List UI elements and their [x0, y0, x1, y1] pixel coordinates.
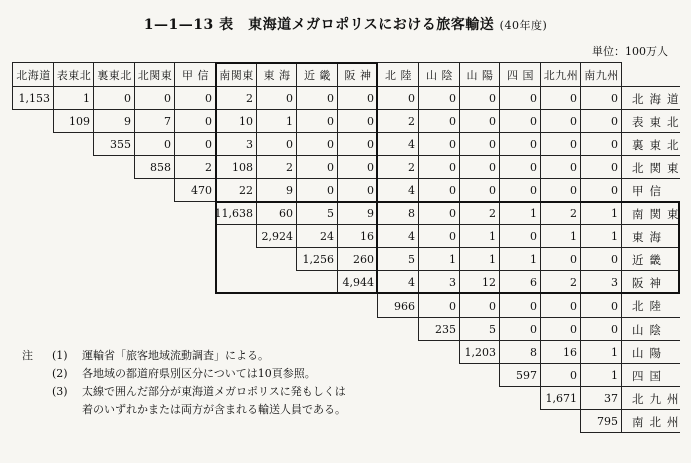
table-cell: 0	[296, 86, 338, 110]
column-header: 山 陽	[459, 62, 500, 87]
table-cell: 0	[337, 109, 378, 133]
table-cell: 12	[459, 270, 500, 294]
table-cell: 0	[499, 293, 541, 318]
table-cell: 1,153	[12, 86, 54, 110]
table-cell: 0	[540, 293, 581, 318]
table-cell: 1	[418, 247, 460, 271]
table-cell: 0	[540, 363, 581, 387]
title-year: (40年度)	[499, 19, 548, 32]
table-cell: 0	[418, 86, 460, 110]
table-cell: 0	[418, 178, 460, 202]
table-cell: 0	[499, 224, 541, 248]
table-cell: 0	[174, 109, 216, 133]
table-cell: 0	[499, 178, 541, 202]
row-label: 近畿	[621, 247, 680, 271]
table-cell: 0	[296, 155, 338, 179]
note-text: 運輸省「旅客地域流動調査」による。	[82, 349, 269, 362]
table-cell: 235	[418, 317, 460, 341]
table-cell: 0	[93, 86, 135, 110]
table-cell: 0	[580, 317, 622, 341]
table-cell: 0	[418, 109, 460, 133]
table-cell: 1	[580, 224, 622, 248]
table-cell: 6	[499, 270, 541, 294]
note-number: (3)	[52, 385, 68, 398]
table-cell: 0	[459, 86, 500, 110]
column-header: 北関東	[134, 62, 175, 87]
table-cell: 1	[53, 86, 94, 110]
table-cell: 0	[499, 155, 541, 179]
table-cell: 795	[580, 409, 622, 433]
note-1	[22, 347, 352, 365]
column-header: 裏東北	[93, 62, 135, 87]
table-cell: 1	[540, 224, 581, 248]
row-label: 東海	[621, 224, 680, 248]
table-cell: 0	[459, 155, 500, 179]
table-cell: 0	[459, 178, 500, 202]
table-cell: 470	[174, 178, 216, 202]
title-main: 1—1—13 表 東海道メガロポリスにおける旅客輸送	[143, 17, 495, 33]
table-cell: 16	[540, 340, 581, 364]
row-label: 北関東	[621, 155, 680, 179]
table-cell: 0	[580, 155, 622, 179]
table-cell: 966	[377, 293, 419, 318]
table-cell: 0	[418, 201, 460, 225]
table-cell: 22	[215, 178, 257, 202]
table-cell: 0	[459, 132, 500, 156]
column-header: 甲 信	[174, 62, 216, 87]
column-header: 四 国	[499, 62, 541, 87]
table-cell: 108	[215, 155, 257, 179]
table-cell: 0	[418, 155, 460, 179]
row-label: 北九州	[621, 386, 680, 410]
table-cell: 2	[174, 155, 216, 179]
table-cell: 1,203	[459, 340, 500, 364]
table-cell: 37	[580, 386, 622, 410]
table-cell: 0	[174, 86, 216, 110]
note-text: 各地域の都道府県別区分については10頁参照。	[82, 367, 316, 380]
table-cell: 597	[499, 363, 541, 387]
note-number: (2)	[52, 367, 68, 380]
table-cell: 0	[499, 86, 541, 110]
table-cell: 1	[459, 247, 500, 271]
table-cell: 0	[256, 132, 297, 156]
table-cell: 0	[337, 132, 378, 156]
table-cell: 1,256	[296, 247, 338, 271]
table-cell: 0	[174, 132, 216, 156]
notes	[22, 347, 352, 419]
table-cell: 5	[296, 201, 338, 225]
row-label: 四国	[621, 363, 680, 387]
table-cell: 5	[377, 247, 419, 271]
table-cell: 2	[377, 109, 419, 133]
table-cell: 0	[418, 293, 460, 318]
table-cell: 2	[540, 270, 581, 294]
table-cell: 0	[580, 293, 622, 318]
note-text: 太線で囲んだ部分が東海道メガロポリスに発もしくは着のいずれかまたは両方が含まれる輸送人員である。	[82, 385, 346, 416]
row-label: 北海道	[621, 86, 680, 110]
table-cell: 858	[134, 155, 175, 179]
column-header: 南九州	[580, 62, 622, 87]
table-cell: 0	[418, 224, 460, 248]
table-cell: 0	[580, 109, 622, 133]
table-cell: 0	[459, 293, 500, 318]
row-label: 山陽	[621, 340, 680, 364]
table-cell: 60	[256, 201, 297, 225]
table-cell: 5	[459, 317, 500, 341]
table-cell: 0	[540, 132, 581, 156]
table-cell: 11,638	[215, 201, 257, 225]
table-cell: 0	[377, 86, 419, 110]
table-cell: 260	[337, 247, 378, 271]
table-cell: 1	[580, 363, 622, 387]
table-cell: 1	[580, 340, 622, 364]
table-cell: 0	[134, 86, 175, 110]
table-cell: 2	[215, 86, 257, 110]
table-cell: 4	[377, 270, 419, 294]
table-cell: 7	[134, 109, 175, 133]
table-cell: 1	[459, 224, 500, 248]
table-cell: 1	[499, 247, 541, 271]
table-cell: 2	[377, 155, 419, 179]
table-cell: 9	[337, 201, 378, 225]
row-label: 裏東北	[621, 132, 680, 156]
table-cell: 24	[296, 224, 338, 248]
table-cell: 8	[377, 201, 419, 225]
table-cell: 16	[337, 224, 378, 248]
table-cell: 4	[377, 132, 419, 156]
table-cell: 0	[499, 132, 541, 156]
table-cell: 2,924	[256, 224, 297, 248]
table-cell: 9	[256, 178, 297, 202]
note-2	[22, 365, 352, 383]
table-cell: 0	[580, 178, 622, 202]
row-label: 阪神	[621, 270, 680, 294]
table-cell: 3	[215, 132, 257, 156]
table-cell: 0	[337, 178, 378, 202]
table-cell: 0	[337, 86, 378, 110]
table-cell: 0	[499, 109, 541, 133]
table-cell: 2	[459, 201, 500, 225]
table-cell: 1	[499, 201, 541, 225]
table-cell: 1	[256, 109, 297, 133]
unit-label: 単位：100万人	[592, 45, 668, 58]
table-cell: 10	[215, 109, 257, 133]
note-number: (1)	[52, 349, 68, 362]
table-cell: 3	[580, 270, 622, 294]
table-cell: 4	[377, 178, 419, 202]
table-cell: 0	[580, 132, 622, 156]
table-cell: 0	[580, 247, 622, 271]
row-label: 甲信	[621, 178, 680, 202]
row-label: 北陸	[621, 293, 680, 318]
table-cell: 0	[256, 86, 297, 110]
column-header: 阪 神	[337, 62, 378, 87]
table-cell: 4,944	[337, 270, 378, 294]
column-header: 山 陰	[418, 62, 460, 87]
table-cell: 2	[256, 155, 297, 179]
table-cell: 9	[93, 109, 135, 133]
table-cell: 1,671	[540, 386, 581, 410]
table-cell: 0	[540, 317, 581, 341]
table-cell: 0	[540, 178, 581, 202]
notes-label: 注	[22, 349, 33, 362]
table-cell: 2	[540, 201, 581, 225]
table-cell: 0	[580, 86, 622, 110]
column-header: 近 畿	[296, 62, 338, 87]
table-cell: 0	[540, 155, 581, 179]
row-label: 南北州	[621, 409, 680, 433]
table-cell: 0	[134, 132, 175, 156]
table-cell: 1	[580, 201, 622, 225]
row-label: 表東北	[621, 109, 680, 133]
column-header: 北海道	[12, 62, 54, 87]
table-cell: 0	[418, 132, 460, 156]
table-cell: 0	[540, 247, 581, 271]
table-cell: 4	[377, 224, 419, 248]
table-cell: 3	[418, 270, 460, 294]
row-label: 山陰	[621, 317, 680, 341]
table-cell: 0	[540, 86, 581, 110]
table-cell: 0	[337, 155, 378, 179]
table-cell: 0	[540, 109, 581, 133]
table-cell: 109	[53, 109, 94, 133]
column-header: 北九州	[540, 62, 581, 87]
note-3	[22, 383, 352, 419]
row-label: 南関東	[621, 201, 680, 225]
table-cell: 0	[296, 132, 338, 156]
table-cell: 0	[459, 109, 500, 133]
table-cell: 0	[296, 178, 338, 202]
table-cell: 0	[296, 109, 338, 133]
column-header: 表東北	[53, 62, 94, 87]
table-cell: 355	[93, 132, 135, 156]
table-cell: 8	[499, 340, 541, 364]
table-cell: 0	[499, 317, 541, 341]
column-header: 東 海	[256, 62, 297, 87]
column-header: 南関東	[215, 62, 257, 87]
column-header: 北 陸	[377, 62, 419, 87]
